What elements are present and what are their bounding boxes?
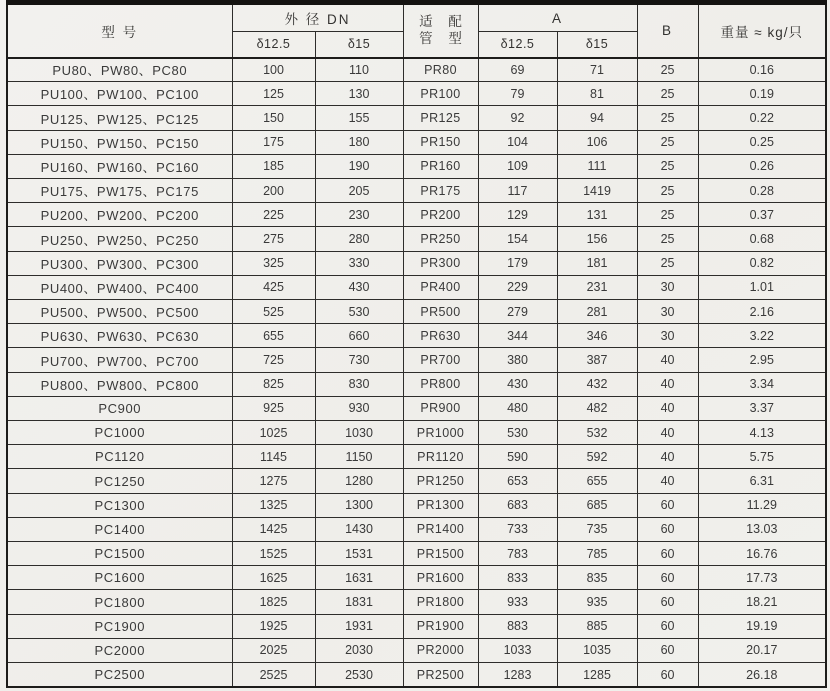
table-row <box>7 203 826 227</box>
cell-dn-delta125: 1325 <box>232 493 315 517</box>
table-row <box>7 227 826 251</box>
cell-adapter-pipe: PR1800 <box>403 590 478 614</box>
cell-weight: 0.26 <box>698 154 826 178</box>
cell-dn-delta125: 1275 <box>232 469 315 493</box>
cell-b: 25 <box>637 82 698 106</box>
cell-model: PU800、PW800、PC800 <box>7 372 232 396</box>
cell-dn-delta125: 655 <box>232 324 315 348</box>
cell-a-delta125: 229 <box>478 275 557 299</box>
cell-dn-delta15: 280 <box>315 227 403 251</box>
cell-adapter-pipe: PR1500 <box>403 542 478 566</box>
cell-a-delta125: 380 <box>478 348 557 372</box>
cell-dn-delta125: 125 <box>232 82 315 106</box>
cell-adapter-pipe: PR900 <box>403 396 478 420</box>
header-a: A <box>478 3 637 32</box>
cell-a-delta15: 81 <box>557 82 637 106</box>
cell-weight: 6.31 <box>698 469 826 493</box>
cell-adapter-pipe: PR1120 <box>403 445 478 469</box>
cell-a-delta15: 885 <box>557 614 637 638</box>
header-weight: 重量 ≈ kg/只 <box>698 3 826 58</box>
cell-dn-delta125: 150 <box>232 106 315 130</box>
cell-b: 25 <box>637 251 698 275</box>
cell-adapter-pipe: PR160 <box>403 154 478 178</box>
cell-dn-delta15: 1831 <box>315 590 403 614</box>
cell-model: PC1250 <box>7 469 232 493</box>
cell-a-delta125: 530 <box>478 421 557 445</box>
cell-model: PC1300 <box>7 493 232 517</box>
cell-b: 30 <box>637 300 698 324</box>
cell-adapter-pipe: PR80 <box>403 58 478 82</box>
cell-dn-delta15: 155 <box>315 106 403 130</box>
table-row <box>7 324 826 348</box>
table-row <box>7 614 826 638</box>
cell-dn-delta15: 1300 <box>315 493 403 517</box>
cell-model: PC1900 <box>7 614 232 638</box>
cell-dn-delta125: 200 <box>232 179 315 203</box>
cell-a-delta15: 156 <box>557 227 637 251</box>
cell-model: PC1120 <box>7 445 232 469</box>
cell-model: PU630、PW630、PC630 <box>7 324 232 348</box>
table-row <box>7 663 826 687</box>
cell-a-delta125: 117 <box>478 179 557 203</box>
table-row <box>7 179 826 203</box>
cell-weight: 0.28 <box>698 179 826 203</box>
cell-b: 40 <box>637 469 698 493</box>
cell-model: PC2000 <box>7 638 232 662</box>
cell-a-delta125: 279 <box>478 300 557 324</box>
cell-weight: 0.22 <box>698 106 826 130</box>
cell-a-delta125: 344 <box>478 324 557 348</box>
cell-weight: 19.19 <box>698 614 826 638</box>
cell-b: 40 <box>637 372 698 396</box>
cell-b: 40 <box>637 396 698 420</box>
cell-dn-delta15: 1430 <box>315 517 403 541</box>
cell-dn-delta125: 525 <box>232 300 315 324</box>
cell-a-delta15: 432 <box>557 372 637 396</box>
cell-a-delta15: 735 <box>557 517 637 541</box>
table-row <box>7 300 826 324</box>
cell-a-delta125: 69 <box>478 58 557 82</box>
cell-a-delta125: 92 <box>478 106 557 130</box>
cell-a-delta15: 592 <box>557 445 637 469</box>
cell-a-delta125: 79 <box>478 82 557 106</box>
cell-b: 30 <box>637 324 698 348</box>
cell-model: PU700、PW700、PC700 <box>7 348 232 372</box>
cell-weight: 16.76 <box>698 542 826 566</box>
cell-dn-delta125: 1925 <box>232 614 315 638</box>
cell-weight: 0.37 <box>698 203 826 227</box>
header-adapter-pipe-type <box>403 3 478 58</box>
header-model: 型 号 <box>7 3 232 58</box>
cell-model: PC1000 <box>7 421 232 445</box>
table-row <box>7 638 826 662</box>
cell-dn-delta15: 930 <box>315 396 403 420</box>
cell-dn-delta125: 1625 <box>232 566 315 590</box>
cell-a-delta125: 129 <box>478 203 557 227</box>
cell-a-delta125: 933 <box>478 590 557 614</box>
cell-weight: 0.25 <box>698 130 826 154</box>
cell-dn-delta125: 225 <box>232 203 315 227</box>
cell-b: 25 <box>637 227 698 251</box>
cell-weight: 11.29 <box>698 493 826 517</box>
cell-dn-delta125: 425 <box>232 275 315 299</box>
cell-weight: 3.22 <box>698 324 826 348</box>
cell-b: 25 <box>637 203 698 227</box>
cell-dn-delta15: 1150 <box>315 445 403 469</box>
cell-weight: 0.19 <box>698 82 826 106</box>
cell-a-delta125: 590 <box>478 445 557 469</box>
cell-model: PU175、PW175、PC175 <box>7 179 232 203</box>
cell-weight: 0.16 <box>698 58 826 82</box>
cell-dn-delta15: 110 <box>315 58 403 82</box>
cell-a-delta125: 1033 <box>478 638 557 662</box>
cell-dn-delta15: 2030 <box>315 638 403 662</box>
cell-a-delta15: 181 <box>557 251 637 275</box>
cell-dn-delta125: 825 <box>232 372 315 396</box>
table-row <box>7 469 826 493</box>
cell-a-delta15: 346 <box>557 324 637 348</box>
cell-model: PU160、PW160、PC160 <box>7 154 232 178</box>
cell-model: PU200、PW200、PC200 <box>7 203 232 227</box>
cell-adapter-pipe: PR250 <box>403 227 478 251</box>
cell-a-delta15: 106 <box>557 130 637 154</box>
cell-a-delta15: 835 <box>557 566 637 590</box>
header-outer-diameter-dn: 外 径 DN <box>232 3 403 32</box>
cell-adapter-pipe: PR1000 <box>403 421 478 445</box>
cell-adapter-pipe: PR100 <box>403 82 478 106</box>
cell-weight: 3.37 <box>698 396 826 420</box>
table-row <box>7 590 826 614</box>
table-row <box>7 275 826 299</box>
cell-a-delta125: 1283 <box>478 663 557 687</box>
cell-model: PC900 <box>7 396 232 420</box>
table-row <box>7 421 826 445</box>
table-row <box>7 82 826 106</box>
cell-dn-delta125: 275 <box>232 227 315 251</box>
table-row <box>7 348 826 372</box>
table-row <box>7 445 826 469</box>
cell-adapter-pipe: PR2000 <box>403 638 478 662</box>
cell-a-delta15: 94 <box>557 106 637 130</box>
cell-b: 60 <box>637 614 698 638</box>
cell-adapter-pipe: PR1600 <box>403 566 478 590</box>
cell-weight: 2.95 <box>698 348 826 372</box>
cell-b: 30 <box>637 275 698 299</box>
table-row <box>7 130 826 154</box>
cell-adapter-pipe: PR1900 <box>403 614 478 638</box>
cell-dn-delta125: 325 <box>232 251 315 275</box>
cell-dn-delta15: 1030 <box>315 421 403 445</box>
table-row <box>7 154 826 178</box>
cell-weight: 20.17 <box>698 638 826 662</box>
cell-a-delta125: 883 <box>478 614 557 638</box>
cell-dn-delta15: 180 <box>315 130 403 154</box>
cell-weight: 4.13 <box>698 421 826 445</box>
cell-weight: 5.75 <box>698 445 826 469</box>
table-row <box>7 493 826 517</box>
cell-weight: 2.16 <box>698 300 826 324</box>
cell-model: PU400、PW400、PC400 <box>7 275 232 299</box>
cell-adapter-pipe: PR630 <box>403 324 478 348</box>
subheader-a-delta125: δ12.5 <box>478 32 557 58</box>
pipe-fitting-spec-table <box>6 0 827 688</box>
cell-dn-delta15: 190 <box>315 154 403 178</box>
cell-a-delta125: 733 <box>478 517 557 541</box>
cell-dn-delta15: 730 <box>315 348 403 372</box>
cell-model: PU125、PW125、PC125 <box>7 106 232 130</box>
cell-weight: 26.18 <box>698 663 826 687</box>
cell-dn-delta125: 725 <box>232 348 315 372</box>
cell-a-delta15: 387 <box>557 348 637 372</box>
table-body <box>7 58 826 688</box>
cell-adapter-pipe: PR300 <box>403 251 478 275</box>
cell-a-delta125: 430 <box>478 372 557 396</box>
cell-b: 60 <box>637 590 698 614</box>
cell-model: PU300、PW300、PC300 <box>7 251 232 275</box>
cell-weight: 18.21 <box>698 590 826 614</box>
header-adapter-line2: 管 型 <box>419 30 468 46</box>
table-row <box>7 372 826 396</box>
cell-dn-delta15: 130 <box>315 82 403 106</box>
cell-a-delta125: 833 <box>478 566 557 590</box>
cell-adapter-pipe: PR175 <box>403 179 478 203</box>
cell-model: PC1400 <box>7 517 232 541</box>
header-b: B <box>637 3 698 58</box>
cell-b: 25 <box>637 154 698 178</box>
table-header <box>7 3 826 58</box>
cell-model: PU100、PW100、PC100 <box>7 82 232 106</box>
cell-dn-delta125: 175 <box>232 130 315 154</box>
table-row <box>7 106 826 130</box>
cell-a-delta125: 783 <box>478 542 557 566</box>
cell-dn-delta15: 1280 <box>315 469 403 493</box>
cell-a-delta15: 131 <box>557 203 637 227</box>
cell-b: 60 <box>637 663 698 687</box>
cell-a-delta125: 653 <box>478 469 557 493</box>
subheader-dn-delta15: δ15 <box>315 32 403 58</box>
cell-adapter-pipe: PR1400 <box>403 517 478 541</box>
table-row <box>7 58 826 82</box>
cell-a-delta15: 1419 <box>557 179 637 203</box>
cell-model: PU500、PW500、PC500 <box>7 300 232 324</box>
header-adapter-line1: 适 配 <box>419 13 468 29</box>
cell-dn-delta125: 1525 <box>232 542 315 566</box>
cell-a-delta15: 785 <box>557 542 637 566</box>
cell-a-delta125: 179 <box>478 251 557 275</box>
cell-dn-delta15: 230 <box>315 203 403 227</box>
cell-model: PC2500 <box>7 663 232 687</box>
cell-adapter-pipe: PR150 <box>403 130 478 154</box>
cell-dn-delta125: 925 <box>232 396 315 420</box>
cell-b: 40 <box>637 445 698 469</box>
table-row <box>7 517 826 541</box>
cell-adapter-pipe: PR400 <box>403 275 478 299</box>
cell-dn-delta125: 1825 <box>232 590 315 614</box>
cell-b: 60 <box>637 517 698 541</box>
cell-a-delta15: 111 <box>557 154 637 178</box>
cell-model: PC1600 <box>7 566 232 590</box>
cell-a-delta15: 231 <box>557 275 637 299</box>
cell-weight: 0.68 <box>698 227 826 251</box>
cell-model: PU150、PW150、PC150 <box>7 130 232 154</box>
cell-dn-delta15: 1631 <box>315 566 403 590</box>
cell-a-delta15: 281 <box>557 300 637 324</box>
cell-b: 25 <box>637 106 698 130</box>
cell-a-delta125: 154 <box>478 227 557 251</box>
cell-dn-delta15: 660 <box>315 324 403 348</box>
cell-weight: 1.01 <box>698 275 826 299</box>
cell-adapter-pipe: PR500 <box>403 300 478 324</box>
cell-dn-delta125: 1425 <box>232 517 315 541</box>
cell-dn-delta125: 185 <box>232 154 315 178</box>
cell-weight: 0.82 <box>698 251 826 275</box>
cell-dn-delta15: 205 <box>315 179 403 203</box>
cell-weight: 3.34 <box>698 372 826 396</box>
cell-adapter-pipe: PR1250 <box>403 469 478 493</box>
table-row <box>7 396 826 420</box>
cell-a-delta15: 685 <box>557 493 637 517</box>
cell-b: 40 <box>637 421 698 445</box>
cell-adapter-pipe: PR700 <box>403 348 478 372</box>
cell-adapter-pipe: PR800 <box>403 372 478 396</box>
cell-dn-delta15: 830 <box>315 372 403 396</box>
cell-b: 25 <box>637 58 698 82</box>
cell-dn-delta15: 2530 <box>315 663 403 687</box>
cell-a-delta15: 1035 <box>557 638 637 662</box>
cell-model: PU80、PW80、PC80 <box>7 58 232 82</box>
cell-b: 60 <box>637 493 698 517</box>
cell-dn-delta125: 1145 <box>232 445 315 469</box>
cell-model: PU250、PW250、PC250 <box>7 227 232 251</box>
cell-a-delta15: 71 <box>557 58 637 82</box>
cell-adapter-pipe: PR2500 <box>403 663 478 687</box>
cell-a-delta15: 935 <box>557 590 637 614</box>
cell-b: 60 <box>637 566 698 590</box>
cell-a-delta125: 683 <box>478 493 557 517</box>
cell-dn-delta15: 1531 <box>315 542 403 566</box>
cell-weight: 13.03 <box>698 517 826 541</box>
cell-dn-delta15: 330 <box>315 251 403 275</box>
cell-model: PC1800 <box>7 590 232 614</box>
table-row <box>7 566 826 590</box>
cell-model: PC1500 <box>7 542 232 566</box>
cell-a-delta15: 482 <box>557 396 637 420</box>
cell-a-delta15: 655 <box>557 469 637 493</box>
subheader-a-delta15: δ15 <box>557 32 637 58</box>
cell-b: 25 <box>637 179 698 203</box>
cell-a-delta15: 532 <box>557 421 637 445</box>
cell-a-delta125: 480 <box>478 396 557 420</box>
cell-b: 40 <box>637 348 698 372</box>
cell-dn-delta15: 1931 <box>315 614 403 638</box>
cell-adapter-pipe: PR200 <box>403 203 478 227</box>
table-row <box>7 251 826 275</box>
cell-adapter-pipe: PR1300 <box>403 493 478 517</box>
cell-b: 60 <box>637 638 698 662</box>
cell-a-delta125: 104 <box>478 130 557 154</box>
table-row <box>7 542 826 566</box>
cell-adapter-pipe: PR125 <box>403 106 478 130</box>
cell-dn-delta125: 2025 <box>232 638 315 662</box>
cell-b: 25 <box>637 130 698 154</box>
cell-dn-delta125: 100 <box>232 58 315 82</box>
cell-dn-delta125: 2525 <box>232 663 315 687</box>
cell-dn-delta125: 1025 <box>232 421 315 445</box>
cell-dn-delta15: 430 <box>315 275 403 299</box>
subheader-dn-delta125: δ12.5 <box>232 32 315 58</box>
cell-b: 60 <box>637 542 698 566</box>
cell-dn-delta15: 530 <box>315 300 403 324</box>
cell-weight: 17.73 <box>698 566 826 590</box>
cell-a-delta125: 109 <box>478 154 557 178</box>
cell-a-delta15: 1285 <box>557 663 637 687</box>
